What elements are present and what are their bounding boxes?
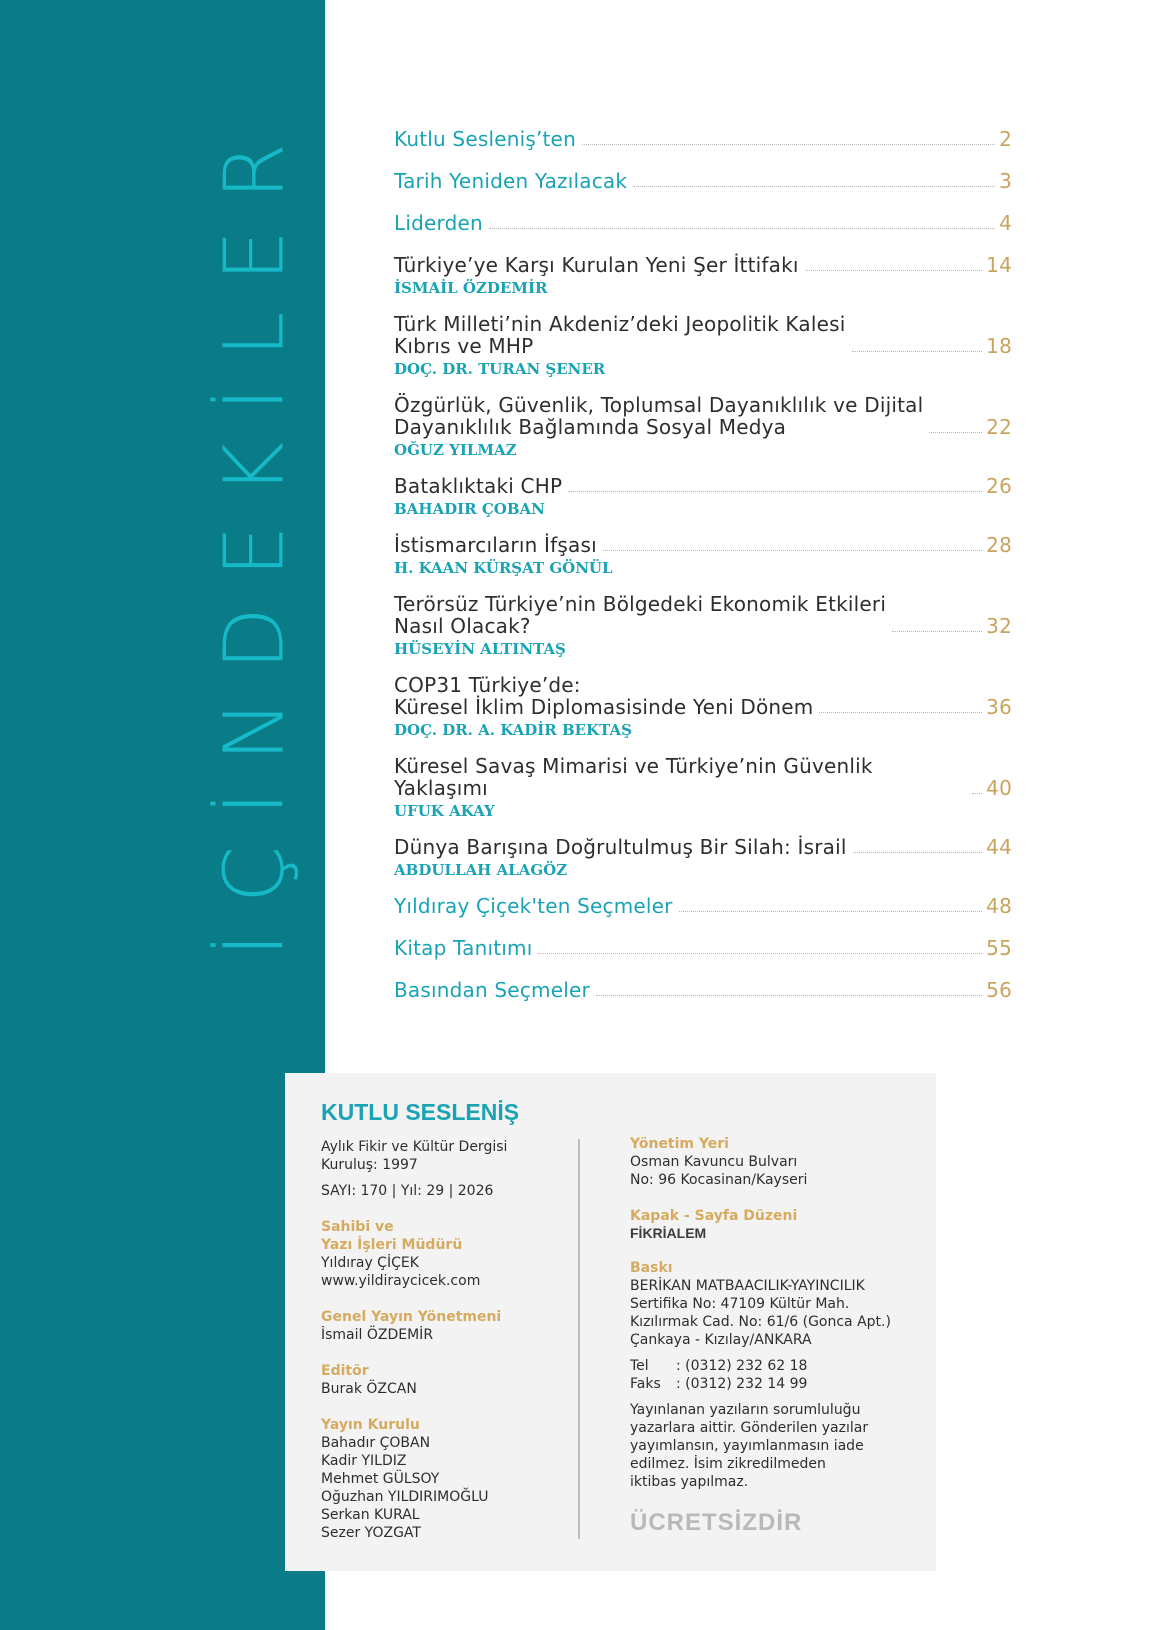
office-address-line: Osman Kavuncu Bulvarı bbox=[630, 1154, 798, 1170]
toc-title: Dünya Barışına Doğrultulmuş Bir Silah: İsrail bbox=[394, 835, 847, 859]
toc-article-entry[interactable] bbox=[394, 534, 1012, 577]
magazine-subtitle: Aylık Fikir ve Kültür Dergisi bbox=[321, 1139, 508, 1155]
toc-row bbox=[394, 128, 1012, 150]
toc-dot-leader bbox=[568, 491, 982, 492]
masthead-right-column bbox=[630, 1135, 920, 1537]
phone-key: Tel bbox=[630, 1358, 649, 1374]
toc-page-number: 55 bbox=[986, 936, 1012, 960]
toc-page-number: 26 bbox=[986, 474, 1012, 498]
toc-row bbox=[394, 836, 1012, 858]
toc-article-entry[interactable] bbox=[394, 674, 1012, 739]
toc-page-number: 36 bbox=[986, 695, 1012, 719]
table-of-contents bbox=[394, 128, 1012, 1021]
board-label: Yayın Kurulu bbox=[321, 1417, 420, 1433]
toc-page-number: 14 bbox=[986, 253, 1012, 277]
owner-name: Yıldıray ÇİÇEK bbox=[321, 1255, 419, 1271]
toc-article-entry[interactable] bbox=[394, 755, 1012, 820]
toc-page-number: 3 bbox=[999, 169, 1012, 193]
toc-author: UFUK AKAY bbox=[394, 802, 495, 820]
board-list bbox=[321, 1434, 591, 1542]
toc-row bbox=[394, 674, 1012, 718]
toc-row bbox=[394, 534, 1012, 556]
toc-page-number: 56 bbox=[986, 978, 1012, 1002]
toc-row bbox=[394, 313, 1012, 357]
disclaimer-line: Yayınlanan yazıların sorumluluğu bbox=[630, 1402, 861, 1418]
toc-article-entry[interactable] bbox=[394, 254, 1012, 297]
free-label: ÜCRETSİZDİR bbox=[630, 1509, 803, 1536]
toc-author: HÜSEYİN ALTINTAŞ bbox=[394, 640, 566, 658]
toc-page-number: 28 bbox=[986, 533, 1012, 557]
fax-value: : (0312) 232 14 99 bbox=[676, 1376, 808, 1392]
print-lines bbox=[630, 1277, 920, 1349]
toc-author: İSMAİL ÖZDEMİR bbox=[394, 279, 548, 297]
fax-key: Faks bbox=[630, 1376, 661, 1392]
toc-section-entry[interactable] bbox=[394, 979, 1012, 1001]
board-member: Oğuzhan YILDIRIMOĞLU bbox=[321, 1489, 489, 1505]
toc-author: DOÇ. DR. A. KADİR BEKTAŞ bbox=[394, 721, 632, 739]
toc-row bbox=[394, 475, 1012, 497]
board-member: Bahadır ÇOBAN bbox=[321, 1435, 431, 1451]
toc-dot-leader bbox=[596, 995, 982, 996]
toc-row bbox=[394, 394, 1012, 438]
masthead-box bbox=[285, 1073, 936, 1571]
toc-section-entry[interactable] bbox=[394, 212, 1012, 234]
toc-section-entry[interactable] bbox=[394, 895, 1012, 917]
toc-dot-leader bbox=[805, 270, 983, 271]
sidebar-band bbox=[0, 0, 325, 1630]
toc-title: Özgürlük, Güvenlik, Toplumsal Dayanıklılık ve Dijital Dayanıklılık Bağlamında Sosyal Medya bbox=[394, 393, 924, 439]
toc-dot-leader bbox=[489, 228, 995, 229]
toc-author: DOÇ. DR. TURAN ŞENER bbox=[394, 360, 606, 378]
design-brand: FİKRİALEM bbox=[630, 1225, 707, 1241]
toc-page-number: 2 bbox=[999, 127, 1012, 151]
phone-value: : (0312) 232 62 18 bbox=[676, 1358, 808, 1374]
editor-name: Burak ÖZCAN bbox=[321, 1381, 417, 1397]
owner-label-2: Yazı İşleri Müdürü bbox=[321, 1237, 463, 1253]
issue-info: SAYI: 170 | Yıl: 29 | 2026 bbox=[321, 1183, 494, 1199]
print-address-line: BERİKAN MATBAACILIK-YAYINCILIK bbox=[630, 1278, 865, 1294]
toc-page-number: 40 bbox=[986, 776, 1012, 800]
toc-page-number: 48 bbox=[986, 894, 1012, 918]
toc-title: Türkiye’ye Karşı Kurulan Yeni Şer İttifakı bbox=[394, 253, 799, 277]
toc-row bbox=[394, 170, 1012, 192]
disclaimer bbox=[630, 1401, 920, 1491]
general-manager-label: Genel Yayın Yönetmeni bbox=[321, 1309, 502, 1325]
toc-dot-leader bbox=[603, 550, 982, 551]
toc-section-entry[interactable] bbox=[394, 128, 1012, 150]
toc-row bbox=[394, 895, 1012, 917]
toc-author: BAHADIR ÇOBAN bbox=[394, 500, 545, 518]
toc-author: OĞUZ YILMAZ bbox=[394, 441, 517, 459]
toc-article-entry[interactable] bbox=[394, 313, 1012, 378]
board-member: Mehmet GÜLSOY bbox=[321, 1471, 440, 1487]
toc-page-number: 18 bbox=[986, 334, 1012, 358]
toc-title: Kitap Tanıtımı bbox=[394, 936, 533, 960]
toc-title: Basından Seçmeler bbox=[394, 978, 590, 1002]
toc-section-entry[interactable] bbox=[394, 170, 1012, 192]
column-divider bbox=[578, 1139, 580, 1539]
toc-dot-leader bbox=[852, 351, 983, 352]
toc-dot-leader bbox=[538, 953, 982, 954]
toc-page-number: 22 bbox=[986, 415, 1012, 439]
toc-article-entry[interactable] bbox=[394, 475, 1012, 518]
print-address-line: Sertifika No: 47109 Kültür Mah. bbox=[630, 1296, 850, 1312]
toc-row bbox=[394, 937, 1012, 959]
toc-dot-leader bbox=[853, 852, 983, 853]
toc-title: Liderden bbox=[394, 211, 483, 235]
print-address-line: Kızılırmak Cad. No: 61/6 (Gonca Apt.) bbox=[630, 1314, 891, 1330]
disclaimer-line: iktibas yapılmaz. bbox=[630, 1474, 749, 1490]
disclaimer-line: edilmez. İsim zikredilmeden bbox=[630, 1456, 826, 1472]
toc-title: Bataklıktaki CHP bbox=[394, 474, 563, 498]
toc-dot-leader bbox=[929, 432, 982, 433]
toc-dot-leader bbox=[892, 631, 982, 632]
masthead-left-column bbox=[321, 1099, 591, 1542]
toc-article-entry[interactable] bbox=[394, 593, 1012, 658]
toc-dot-leader bbox=[633, 186, 995, 187]
toc-title: Tarih Yeniden Yazılacak bbox=[394, 169, 628, 193]
toc-article-entry[interactable] bbox=[394, 394, 1012, 459]
phone-row bbox=[630, 1357, 920, 1375]
toc-title: Terörsüz Türkiye’nin Bölgedeki Ekonomik Etkileri Nasıl Olacak? bbox=[394, 592, 887, 638]
disclaimer-line: yayımlansın, yayımlanmasın iade bbox=[630, 1438, 864, 1454]
toc-dot-leader bbox=[679, 911, 983, 912]
general-manager-name: İsmail ÖZDEMİR bbox=[321, 1327, 434, 1343]
toc-title: Kutlu Sesleniş’ten bbox=[394, 127, 576, 151]
office-address-line: No: 96 Kocasinan/Kayseri bbox=[630, 1172, 808, 1188]
editor-label: Editör bbox=[321, 1363, 369, 1379]
office-label: Yönetim Yeri bbox=[630, 1136, 729, 1152]
toc-page-number: 44 bbox=[986, 835, 1012, 859]
board-member: Sezer YOZGAT bbox=[321, 1525, 421, 1541]
disclaimer-line: yazarlara aittir. Gönderilen yazılar bbox=[630, 1420, 869, 1436]
owner-website[interactable]: www.yildiraycicek.com bbox=[321, 1273, 481, 1289]
print-label: Baskı bbox=[630, 1260, 673, 1276]
toc-dot-leader bbox=[819, 712, 982, 713]
toc-dot-leader bbox=[582, 144, 995, 145]
toc-author: ABDULLAH ALAGÖZ bbox=[394, 861, 568, 879]
print-address-line: Çankaya - Kızılay/ANKARA bbox=[630, 1332, 812, 1348]
owner-label: Sahibi ve bbox=[321, 1219, 394, 1235]
contents-vertical-title: İÇİNDEKİLER bbox=[207, 112, 303, 958]
design-label: Kapak - Sayfa Düzeni bbox=[630, 1208, 798, 1224]
board-member: Kadir YILDIZ bbox=[321, 1453, 407, 1469]
toc-row bbox=[394, 755, 1012, 799]
toc-title: Türk Milleti’nin Akdeniz’deki Jeopolitik Kalesi Kıbrıs ve MHP bbox=[394, 312, 846, 358]
toc-title: COP31 Türkiye’de: Küresel İklim Diplomasisinde Yeni Dönem bbox=[394, 673, 814, 719]
toc-title: Yıldıray Çiçek'ten Seçmeler bbox=[394, 894, 673, 918]
toc-section-entry[interactable] bbox=[394, 937, 1012, 959]
toc-article-entry[interactable] bbox=[394, 836, 1012, 879]
magazine-name: KUTLU SESLENİŞ bbox=[321, 1099, 520, 1125]
toc-author: H. KAAN KÜRŞAT GÖNÜL bbox=[394, 559, 613, 577]
toc-dot-leader bbox=[972, 793, 982, 794]
toc-row bbox=[394, 212, 1012, 234]
founded-year: Kuruluş: 1997 bbox=[321, 1157, 418, 1173]
toc-row bbox=[394, 254, 1012, 276]
toc-page-number: 4 bbox=[999, 211, 1012, 235]
fax-row bbox=[630, 1375, 920, 1393]
toc-title: İstismarcıların İfşası bbox=[394, 533, 597, 557]
toc-page-number: 32 bbox=[986, 614, 1012, 638]
toc-row bbox=[394, 979, 1012, 1001]
toc-row bbox=[394, 593, 1012, 637]
toc-title: Küresel Savaş Mimarisi ve Türkiye’nin Güvenlik Yaklaşımı bbox=[394, 754, 873, 800]
board-member: Serkan KURAL bbox=[321, 1507, 420, 1523]
